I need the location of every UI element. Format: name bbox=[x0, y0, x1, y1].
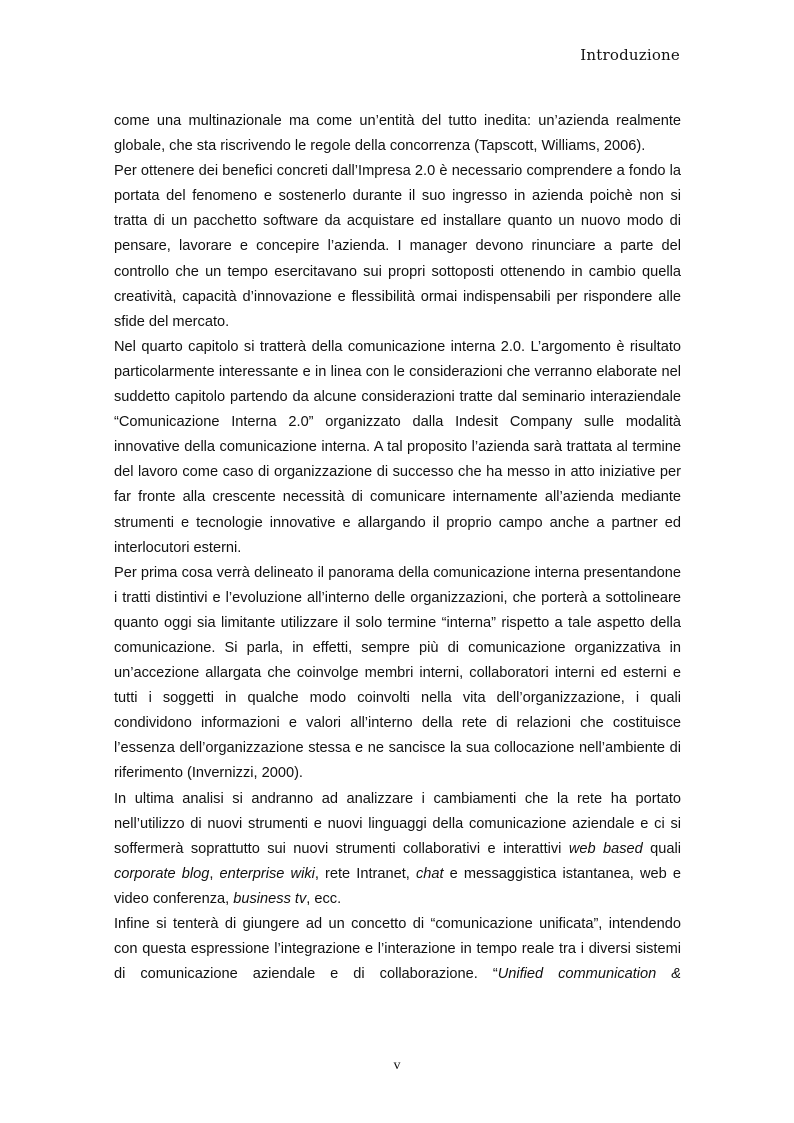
text-run: come una multinazionale ma come un’entità del tutto inedita: un’azienda realmente globale, che sta riscrivendo le regole della concorrenza (Tapscott, Williams, 2006). bbox=[114, 113, 681, 155]
italic-term: enterprise wiki bbox=[219, 865, 315, 882]
paragraph bbox=[114, 561, 681, 787]
text-run: , ecc. bbox=[306, 890, 342, 907]
text-run: In ultima analisi si andranno ad analizzare i cambiamenti che la rete ha portato nell’utilizzo di nuovi strumenti e nuovi linguaggi della comunicazione aziendale e ci si soffermerà soprattutto sui nuovi strumenti collaborativi e interattivi bbox=[114, 790, 681, 857]
text-run: Per prima cosa verrà delineato il panorama della comunicazione interna presentandone i tratti distintivi e l’evoluzione all’interno delle organizzazioni, che porterà a sottolineare quanto oggi sia limitante utilizzare il solo termine “interna” rispetto a tale aspetto della comunicazione. Si parla, in effetti, sempre più di comunicazione organizzativa in un’accezione allargata che coinvolge membri interni, collaboratori interni ed esterni e tutti i soggetti in qualche modo coinvolti nella vita dell’organizzazione, i quali condividono informazioni e valori all’interno della rete di relazioni che costituisce l’essenza dell’organizzazione stessa e ne sancisce la sua collocazione nell’ambiente di riferimento (Invernizzi, 2000). bbox=[114, 564, 681, 782]
paragraph bbox=[114, 159, 681, 335]
paragraph bbox=[114, 109, 681, 159]
text-run: Nel quarto capitolo si tratterà della comunicazione interna 2.0. L’argomento è risultato particolarmente interessante e in linea con le considerazioni che verranno elaborate nel suddetto capitolo partendo da alcune considerazioni tratte dal seminario interaziendale “Comunicazione Interna 2.0” organizzato dalla Indesit Company sulle modalità innovative della comunicazione interna. A tal proposito l’azienda sarà trattata al termine del lavoro come caso di organizzazione di successo che ha messo in atto iniziative per far fronte alla crescente necessità di comunicare internamente all’azienda mediante strumenti e tecnologie innovative e allargando il proprio campo anche a partner ed interlocutori esterni. bbox=[114, 338, 681, 556]
paragraph bbox=[114, 787, 681, 912]
text-run: e messaggistica istantanea, web e video conferenza, bbox=[114, 865, 681, 907]
body-text bbox=[114, 109, 681, 987]
page-number: v bbox=[393, 1058, 401, 1073]
text-run: Infine si tenterà di giungere ad un concetto di “comunicazione unificata”, intendendo con questa espressione l’integrazione e l’interazione in tempo reale tra i diversi sistemi di comunicazione aziendale e di collaborazione. “ bbox=[114, 916, 681, 983]
paragraph bbox=[114, 335, 681, 561]
text-run: Per ottenere dei benefici concreti dall’Impresa 2.0 è necessario comprendere a fondo la portata del fenomeno e sostenerlo durante il suo ingresso in azienda poichè non si tratta di un pacchetto software da acquistare ed installare quanto un nuovo modo di pensare, lavorare e concepire l’azienda. I manager devono rinunciare a parte del controllo che un tempo esercitavano sui propri sottoposti ottenendo in cambio quella creatività, capacità d’innovazione e flessibilità ormai indispensabili per rispondere alle sfide del mercato. bbox=[114, 163, 681, 330]
italic-term: Unified communication & bbox=[497, 966, 681, 983]
italic-term: web based bbox=[568, 840, 643, 857]
paragraph bbox=[114, 912, 681, 987]
italic-term: business tv bbox=[233, 890, 307, 907]
text-run: , rete Intranet, bbox=[314, 865, 416, 882]
text-run: , bbox=[209, 865, 220, 882]
italic-term: chat bbox=[415, 865, 444, 882]
italic-term: corporate blog bbox=[114, 865, 210, 882]
running-header: Introduzione bbox=[580, 46, 680, 64]
text-run: quali bbox=[642, 840, 682, 857]
